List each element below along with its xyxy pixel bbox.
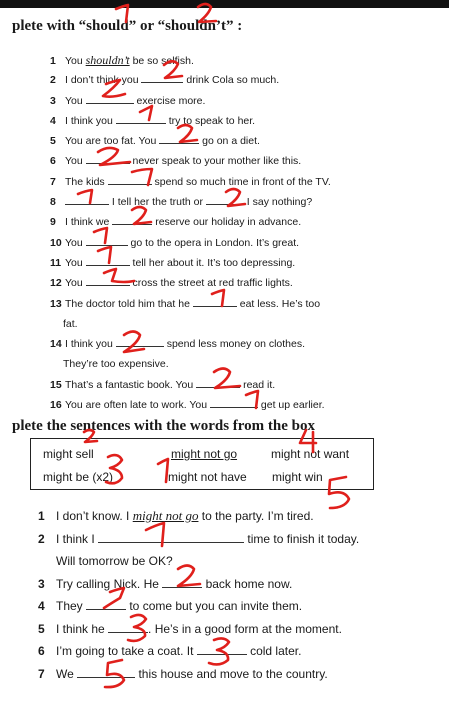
exercise-1-heading: plete with “should” or “shouldn’t” : [12,18,243,34]
answer-blank[interactable] [108,172,152,185]
list-item: 11 You tell her about it. It’s too depressing. [50,253,445,273]
answer-blank[interactable] [197,642,247,655]
list-item: 2 I don’t think you drink Cola so much. [50,70,445,90]
list-item-continuation: They’re too expensive. [63,358,169,371]
word-box-item: might sell [43,447,94,461]
list-item: 1 I don’t know. I might not go to the party. I’m tired. [38,508,314,523]
answer-blank[interactable] [98,530,244,543]
answer-blank[interactable] [116,334,164,347]
word-box-item: might win [272,470,323,484]
list-item: 15 That’s a fantastic book. You read it. [50,375,445,395]
answer-blank[interactable] [65,192,109,205]
list-item: 6 You never speak to your mother like this. [50,151,445,171]
list-item: 13 The doctor told him that he eat less. He’s too [50,294,445,314]
list-item: 3 You exercise more. [50,91,445,111]
list-item: 16 You are often late to work. You get up earlier. [50,395,445,415]
list-item: 9 I think we reserve our holiday in advance. [50,212,445,232]
answer-blank[interactable] [210,395,258,408]
answer-text: shouldn’t [85,53,130,67]
answer-blank[interactable] [86,273,130,286]
list-item: 7 The kids spend so much time in front of the TV. [50,172,445,192]
answer-blank[interactable] [112,212,152,225]
list-item: 10 You go to the opera in London. It’s great. [50,233,445,253]
list-item: 5 You are too fat. You go on a diet. [50,131,445,151]
list-item: 3 Try calling Nick. He back home now. [38,576,293,591]
answer-blank[interactable] [77,665,135,678]
answer-blank[interactable] [162,575,202,588]
exercise-1-list [50,50,445,415]
top-border [0,0,449,8]
answer-blank[interactable] [108,620,148,633]
list-item: 2 I think I time to finish it today. [38,531,360,546]
word-box-item: might not want [271,447,350,461]
answer-blank[interactable] [116,111,166,124]
answer-text: might not go [132,508,199,523]
answer-blank[interactable] [159,131,199,144]
list-item: 7 We this house and move to the country. [38,666,328,681]
answer-blank[interactable] [86,151,130,164]
list-item: 14 I think you spend less money on clothes. [50,334,445,354]
word-box [30,438,374,490]
exercise-2-list [38,505,448,685]
answer-blank[interactable] [86,233,128,246]
word-box-item: might not have [168,470,247,484]
answer-blank[interactable] [193,294,237,307]
answer-blank[interactable] [141,70,183,83]
word-box-item: might be (x2) [43,470,114,484]
answer-blank[interactable] [206,192,244,205]
answer-blank[interactable] [86,597,126,610]
list-item-continuation: Will tomorrow be OK? [56,554,173,568]
answer-blank[interactable] [86,91,134,104]
list-item: 5 I think he . He’s in a good form at the moment. [38,621,342,636]
list-item: 6 I’m going to take a coat. It cold later. [38,644,302,658]
word-box-item: might not go [171,447,238,461]
list-item: 12 You cross the street at red traffic lights. [50,273,445,293]
list-item: 4 I think you try to speak to her. [50,111,445,131]
answer-blank[interactable] [86,253,130,266]
list-item: 8 I tell her the truth or I say nothing? [50,192,445,212]
exercise-2-heading: plete the sentences with the words from the box [12,418,316,434]
answer-blank[interactable] [196,375,240,388]
list-item: 4 They to come but you can invite them. [38,599,303,613]
list-item: 1 You shouldn’t be so selfish. [50,53,194,67]
list-item-continuation: fat. [63,317,78,330]
